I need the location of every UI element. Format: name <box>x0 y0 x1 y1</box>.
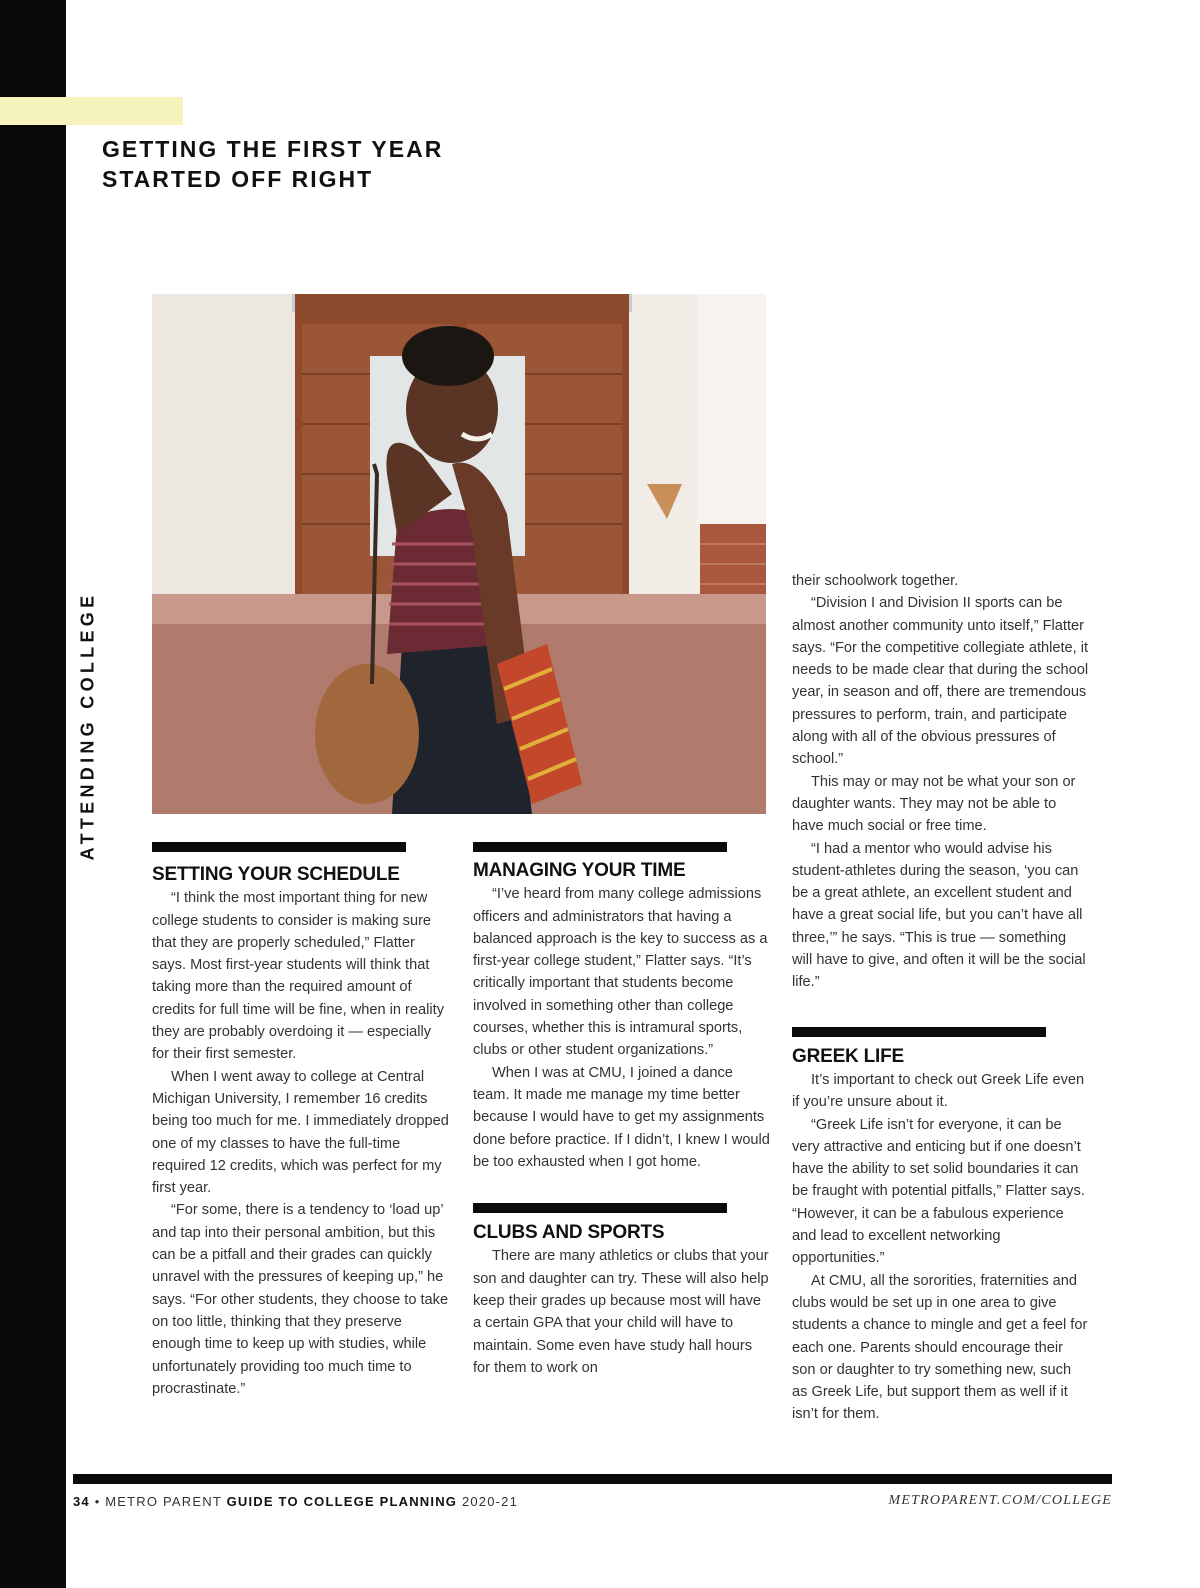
paragraph: When I went away to college at Central Michigan University, I remember 16 credits being too much for me. I immediately dropped one of my classes to have the full-time required 12 credits, which was perfect for my first year. <box>152 1068 449 1197</box>
section-rule <box>792 1027 1046 1037</box>
footer-folio <box>73 1494 518 1509</box>
paragraph: “I think the most important thing for new college students to consider is making sure that they are properly scheduled,” Flatter says. Most first-year students will think that taking more than the required amount of credits for full time will be fine, when in reality they are probably overdoing it — especially for their first semester. <box>152 890 444 1063</box>
heading-setting-your-schedule: SETTING YOUR SCHEDULE <box>152 864 400 885</box>
column-sports-greek <box>792 570 1090 1426</box>
page-title-line-2: STARTED OFF RIGHT <box>102 166 374 192</box>
paragraph: At CMU, all the sororities, fraternities and clubs would be set up in one area to give students a chance to mingle and get a feel for each one. Parents should encourage their son or daughter to try something new, such as Greek Life, but support them as well if it isn’t for them. <box>792 1272 1088 1423</box>
student-photo <box>152 294 766 814</box>
heading-clubs-and-sports: CLUBS AND SPORTS <box>473 1222 665 1244</box>
paragraph: “I’ve heard from many college admissions officers and administrators that having a balanced approach is the key to success as a first-year college student,” Flatter says. “It’s critically important that students become involved in something other than college courses, whether this is intramural sports, clubs or other student organizations.” <box>473 886 768 1059</box>
section-label-text: ATTENDING COLLEGE <box>77 591 98 861</box>
footer-rule <box>73 1474 1112 1484</box>
heading-managing-your-time: MANAGING YOUR TIME <box>473 860 686 881</box>
paragraph: “Greek Life isn’t for everyone, it can be very attractive and enticing but if one doesn’t have the ability to set solid boundaries it can be fraught with potential pitfalls,” Flatter says. “However, it can be a fabulous experience and lead to excellent networking opportunities.” <box>792 1116 1085 1267</box>
left-black-bar <box>0 0 66 1588</box>
guide-name: GUIDE TO COLLEGE PLANNING <box>226 1494 458 1509</box>
paragraph: It’s important to check out Greek Life even if you’re unsure about it. <box>792 1071 1085 1111</box>
section-rule <box>473 1203 727 1213</box>
paragraph: When I was at CMU, I joined a dance team. It made me manage my time better because I would have to get my assignments done before practice. If I didn’t, I knew I would be too exhausted when I got home. <box>473 1064 770 1170</box>
column-schedule <box>152 842 452 1400</box>
column-time-clubs <box>473 842 773 1379</box>
publication-name: METRO PARENT <box>105 1494 222 1509</box>
page-title <box>102 134 522 194</box>
paragraph: There are many athletics or clubs that your son and daughter can try. These will also help keep their grades up because most will have a certain GPA that your child will have to maintain. Some even have study hall hours for them to work on <box>473 1248 769 1376</box>
section-rule <box>473 842 727 852</box>
section-rule <box>152 842 406 852</box>
highlight-band <box>0 97 183 125</box>
guide-year: 2020-21 <box>461 1494 519 1509</box>
page-number: 34 <box>73 1494 90 1509</box>
footer-url: METROPARENT.COM/COLLEGE <box>888 1493 1112 1508</box>
paragraph: “For some, there is a tendency to ‘load up’ and tap into their personal ambition, but this can be a pitfall and their grades can quickly unravel with the pressures of keeping up,” he says. “For other students, they choose to take on too little, thinking that they preserve enough time to keep up with studies, while unfortunately providing too much time to procrastinate.” <box>152 1202 449 1397</box>
footer-separator: • <box>94 1494 101 1509</box>
page-title-line-1: GETTING THE FIRST YEAR <box>102 136 444 162</box>
paragraph: “Division I and Division II sports can be almost another community unto itself,” Flatter says. “For the competitive collegiate athlete, it needs to be made clear that during the school year, in season and off, there are tremendous pressures to perform, train, and participate along with all of the obvious pressures of school.” <box>792 595 1089 768</box>
heading-greek-life: GREEK LIFE <box>792 1045 905 1067</box>
paragraph: “I had a mentor who would advise his student-athletes during the season, ‘you can be a great athlete, an excellent student and have a great social life, but you can’t have all three,’” he says. “This is true — something will have to give, and often it will be the social life.” <box>792 840 1086 991</box>
paragraph: This may or may not be what your son or daughter wants. They may not be able to have much social or free time. <box>792 773 1076 835</box>
paragraph-continued: their schoolwork together. <box>792 573 959 589</box>
